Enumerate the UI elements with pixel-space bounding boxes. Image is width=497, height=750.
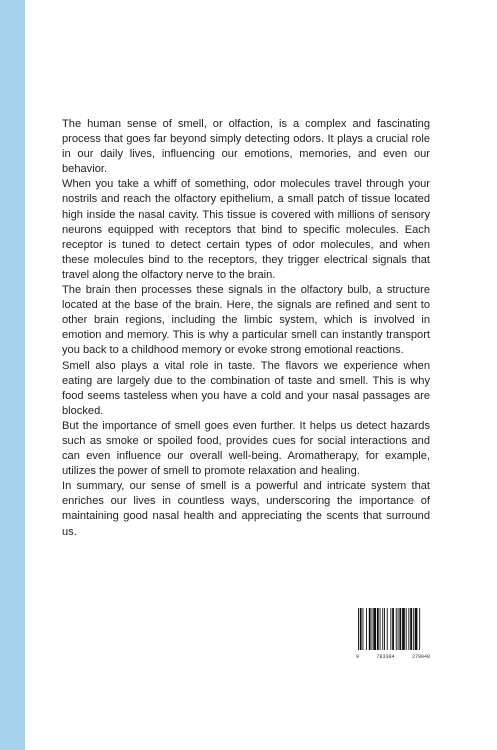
barcode-bar bbox=[399, 608, 401, 650]
barcode-bar bbox=[396, 608, 397, 650]
barcode-bar bbox=[366, 608, 367, 650]
barcode-bar bbox=[358, 608, 359, 650]
barcode-bar bbox=[398, 608, 399, 650]
paragraph-process: When you take a whiff of something, odor molecules travel through your nostrils and reach the olfactory epithelium, a small patch of tissue located high inside the nasal cavity. This tissue is covered with millions of sensory neurons equipped with receptors that bind to specific molecules. Each receptor is tuned to detect certain types of odor molecules, and when these molecules bind to the receptors, they trigger electrical signals that travel along the olfactory nerve to the brain. bbox=[62, 178, 430, 281]
barcode-bar bbox=[377, 608, 379, 650]
barcode-bar bbox=[390, 608, 391, 650]
barcode-bars bbox=[354, 606, 432, 652]
barcode-bar bbox=[384, 608, 385, 650]
isbn-barcode bbox=[354, 606, 432, 660]
barcode-digit-group: 9 bbox=[356, 654, 360, 660]
barcode-bar bbox=[360, 608, 362, 650]
barcode-bar bbox=[363, 608, 364, 650]
barcode-bar bbox=[402, 608, 405, 650]
barcode-bar bbox=[392, 608, 394, 650]
barcode-digit-group: 279040 bbox=[411, 654, 430, 660]
barcode-digit-group: 783384 bbox=[376, 654, 395, 660]
barcode-bar bbox=[408, 608, 409, 650]
barcode-bar bbox=[369, 608, 371, 650]
barcode-bar bbox=[413, 608, 414, 650]
back-cover-text bbox=[62, 117, 430, 540]
barcode-bar bbox=[373, 608, 376, 650]
paragraph-importance: But the importance of smell goes even further. It helps us detect hazards such as smoke or spoiled food, provides cues for social interactions and can even influence our overall well-being. Aromatherapy, for example, utilizes the power of smell to promote relaxation and healing. bbox=[62, 419, 430, 478]
barcode-digits bbox=[354, 654, 432, 660]
paragraph-taste: Smell also plays a vital role in taste. The flavors we experience when eating are largely due to the combination of taste and smell. This is why food seems tasteless when you have a cold and your nasal passages are blocked. bbox=[62, 359, 430, 417]
cover-spine-band bbox=[0, 0, 25, 750]
barcode-bar bbox=[415, 608, 418, 650]
paragraph-brain: The brain then processes these signals in the olfactory bulb, a structure located at the base of the brain. Here, the signals are refined and sent to other brain regions, including the limbic system, which is involved in emotion and memory. This is why a particular smell can instantly transport you back to a childhood memory or evoke strong emotional reactions. bbox=[62, 284, 430, 357]
barcode-bar bbox=[410, 608, 412, 650]
barcode-bar bbox=[382, 608, 383, 650]
barcode-bar bbox=[387, 608, 388, 650]
paragraph-intro: The human sense of smell, or olfaction, is a complex and fascinating process that goes far beyond simply detecting odors. It plays a crucial role in our daily lives, influencing our emotions, memories, and even our behavior. bbox=[62, 118, 430, 176]
barcode-bar bbox=[372, 608, 373, 650]
barcode-bar bbox=[419, 608, 420, 650]
paragraph-summary: In summary, our sense of smell is a powerful and intricate system that enriches our lives in countless ways, underscoring the importance of maintaining good nasal health and appreciating the scents that surround us. bbox=[62, 480, 430, 538]
barcode-bar bbox=[380, 608, 381, 650]
barcode-bar bbox=[406, 608, 407, 650]
